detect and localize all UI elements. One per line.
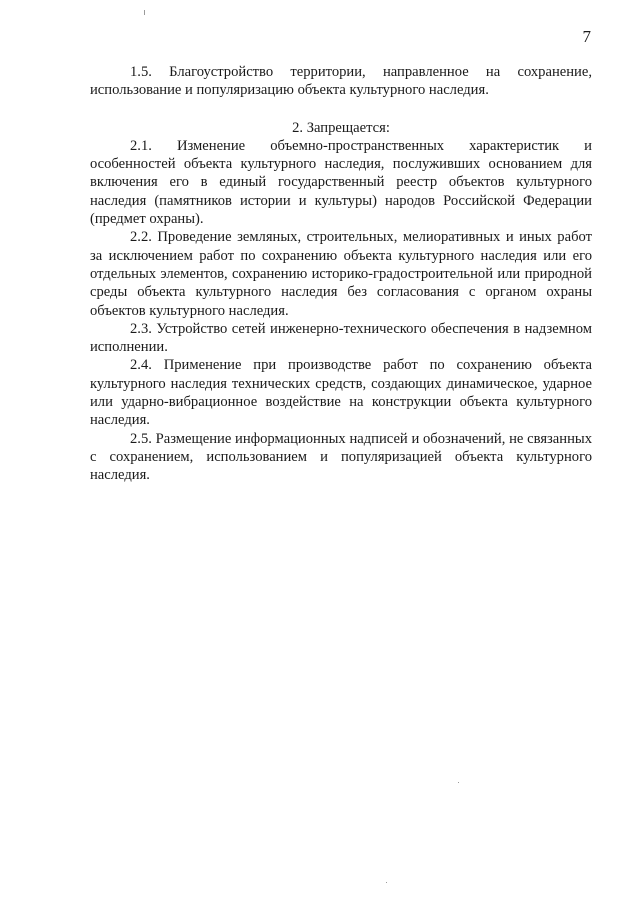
paragraph-2-1: 2.1. Изменение объемно-пространственных характеристик и особенностей объекта культурного наследия, послуживших основанием для включения его в единый государственный реестр объектов культурного наследия (памятников истории и культуры) народов Российской Федерации (предмет охраны).: [90, 137, 592, 228]
scan-speck: [458, 782, 459, 783]
scan-speck: [386, 882, 387, 883]
paragraph-2-2: 2.2. Проведение земляных, строительных, мелиоративных и иных работ за исключением работ по сохранению объекта культурного наследия или его отдельных элементов, сохранению историко-градостроительной или природной среды объекта культурного наследия без согласования с органом охраны объектов культурного наследия.: [90, 229, 592, 319]
paragraph-2-5: 2.5. Размещение информационных надписей и обозначений, не связанных с сохранением, использованием и популяризацией объекта культурного наследия.: [90, 430, 592, 484]
page-number: 7: [582, 27, 591, 46]
paragraph-2-4: 2.4. Применение при производстве работ по сохранению объекта культурного наследия технических средств, создающих динамическое, ударное или ударно-вибрационное воздействие на конструкции объекта культурного наследия.: [90, 357, 592, 429]
section-heading-2: 2. Запрещается:: [292, 119, 390, 136]
document-body: [90, 63, 592, 485]
paragraph-2-3: 2.3. Устройство сетей инженерно-технического обеспечения в надземном исполнении.: [90, 320, 592, 356]
paragraph-1-5: 1.5. Благоустройство территории, направленное на сохранение, использование и популяризацию объекта культурного наследия.: [90, 64, 592, 99]
scan-speck: [144, 10, 145, 15]
